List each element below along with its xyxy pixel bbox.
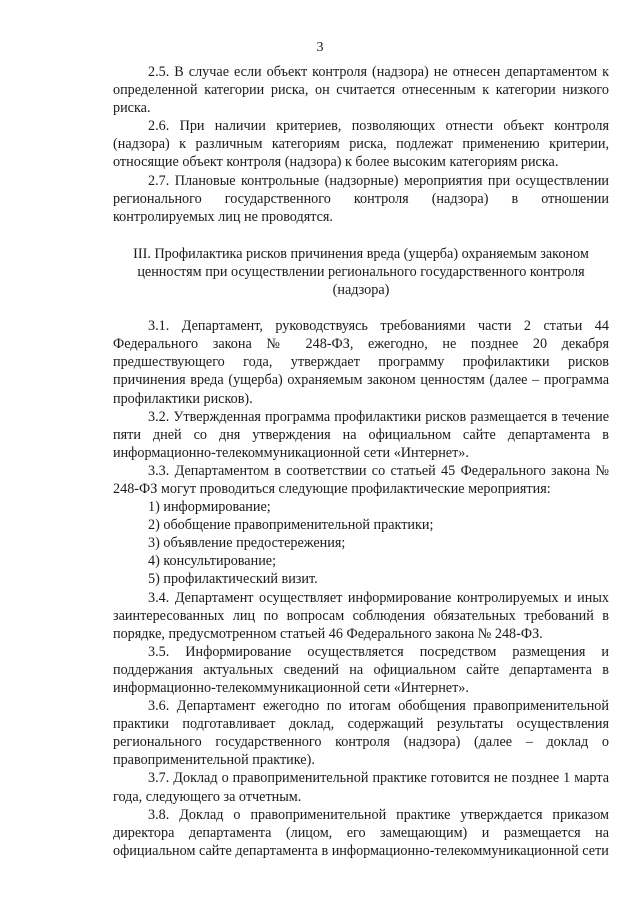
paragraph-3-2: 3.2. Утвержденная программа профилактики рисков размещается в течение пяти дней со дня утверждения на официальном сайте департамента в информационно-телекоммуникационной сети «Интернет».: [113, 408, 609, 461]
document-body: [113, 63, 609, 860]
paragraph-3-1: 3.1. Департамент, руководствуясь требованиями части 2 статьи 44 Федерального закона № 248-ФЗ, ежегодно, не позднее 20 декабря предшествующего года, утверждает программу профилактики рисков причинения вреда (ущерба) охраняемым законом ценностям (далее – программа профилактики рисков).: [113, 318, 609, 407]
paragraph-3-7: 3.7. Доклад о правоприменительной практике готовится не позднее 1 марта года, следующего за отчетным.: [113, 770, 609, 805]
paragraph-3-4: 3.4. Департамент осуществляет информирование контролируемых и иных заинтересованных лиц по вопросам соблюдения обязательных требований в порядке, предусмотренном статьей 46 Федерального закона № 248-ФЗ.: [113, 589, 609, 642]
page-number: 3: [316, 40, 324, 55]
paragraph-3-6: 3.6. Департамент ежегодно по итогам обобщения правоприменительной практики подготавливает доклад, содержащий результаты осуществления регионального государственного контроля (надзора) (далее – доклад о правоприменительной практике).: [113, 698, 609, 769]
list-item: 2) обобщение правоприменительной практики;: [148, 517, 434, 534]
paragraph-3-8: 3.8. Доклад о правоприменительной практике утверждается приказом директора департамента (лицом, его замещающим) и размещается на официальном сайте департамента в информационно-телекоммуникационной сети: [113, 806, 609, 859]
list-item: 1) информирование;: [148, 499, 271, 516]
paragraph-3-5: 3.5. Информирование осуществляется посредством размещения и поддержания актуальных сведений на официальном сайте департамента в информационно-телекоммуникационной сети «Интернет».: [113, 643, 609, 696]
paragraph-2-7: 2.7. Плановые контрольные (надзорные) мероприятия при осуществлении регионального государственного контроля (надзора) в отношении контролируемых лиц не проводятся.: [113, 172, 609, 225]
list-item: 3) объявление предостережения;: [148, 535, 346, 552]
paragraph-2-6: 2.6. При наличии критериев, позволяющих отнести объект контроля (надзора) к различным категориям риска, подлежат применению критерии, относящие объект контроля (надзора) к более высоким категориям риска.: [113, 118, 609, 171]
list-item: 4) консультирование;: [148, 553, 277, 570]
section-heading: III. Профилактика рисков причинения вреда (ущерба) охраняемым законом ценностям при осуществлении регионального государственного контроля (надзора): [133, 245, 589, 299]
paragraph-3-3: 3.3. Департаментом в соответствии со статьей 45 Федерального закона № 248-ФЗ могут проводиться следующие профилактические мероприятия:: [113, 462, 609, 497]
paragraph-2-5: 2.5. В случае если объект контроля (надзора) не отнесен департаментом к определенной категории риска, он считается отнесенным к категории низкого риска.: [113, 64, 609, 117]
list-item: 5) профилактический визит.: [148, 571, 318, 588]
